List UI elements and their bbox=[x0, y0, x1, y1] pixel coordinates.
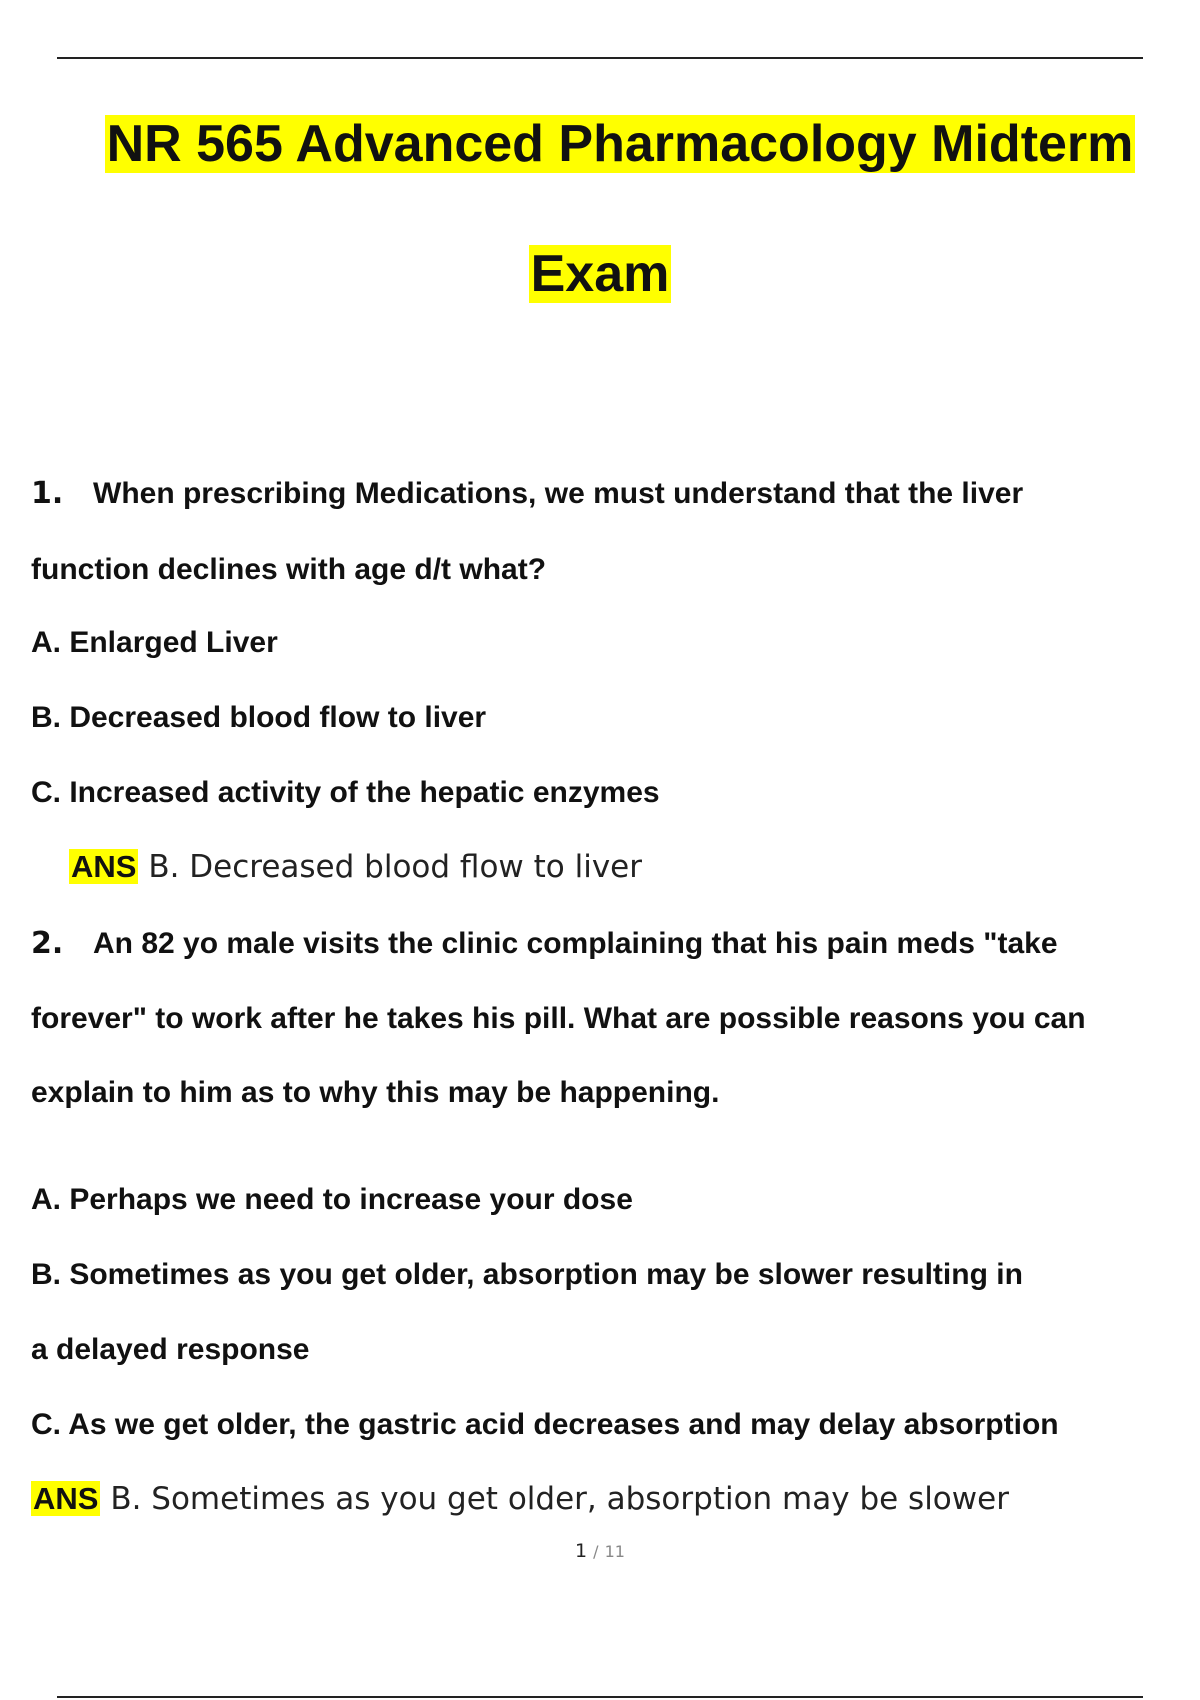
document-title-line-2 bbox=[0, 244, 1200, 304]
question-2-answer bbox=[31, 1481, 1009, 1517]
question-1-answer bbox=[69, 849, 642, 885]
top-divider bbox=[57, 57, 1143, 59]
question-2-option-b: B. Sometimes as you get older, absorption may be slower resulting in bbox=[31, 1258, 1023, 1291]
question-1-line-2: function declines with age d/t what? bbox=[31, 553, 547, 586]
answer-text: B. Decreased blood flow to liver bbox=[148, 849, 642, 885]
bottom-divider bbox=[57, 1696, 1143, 1698]
question-2-option-b-cont: a delayed response bbox=[31, 1333, 310, 1366]
question-1-option-c: C. Increased activity of the hepatic enzymes bbox=[31, 776, 660, 809]
answer-tag: ANS bbox=[33, 1481, 99, 1516]
document-title-line-1 bbox=[60, 114, 1180, 174]
page-indicator bbox=[0, 1540, 1200, 1562]
current-page: 1 bbox=[575, 1540, 588, 1562]
total-pages: 11 bbox=[604, 1542, 625, 1561]
question-2-line-3: explain to him as to why this may be happening. bbox=[31, 1076, 720, 1109]
question-text: When prescribing Medications, we must understand that the liver bbox=[93, 477, 1024, 510]
question-1-option-b: B. Decreased blood flow to liver bbox=[31, 701, 487, 734]
question-2-line-2: forever" to work after he takes his pill. What are possible reasons you can bbox=[31, 1002, 1086, 1035]
question-2-line-1 bbox=[31, 926, 1058, 962]
question-number: 1. bbox=[31, 476, 64, 511]
question-number: 2. bbox=[31, 926, 64, 961]
question-2-option-c: C. As we get older, the gastric acid decreases and may delay absorption bbox=[31, 1408, 1059, 1441]
title-highlight: NR 565 Advanced Pharmacology Midterm bbox=[106, 115, 1134, 173]
question-1-line-1 bbox=[31, 476, 1023, 512]
question-text: An 82 yo male visits the clinic complaining that his pain meds "take bbox=[93, 927, 1058, 960]
page-separator: / bbox=[593, 1542, 599, 1561]
answer-tag: ANS bbox=[71, 849, 137, 884]
title-highlight: Exam bbox=[530, 245, 670, 303]
answer-text: B. Sometimes as you get older, absorption may be slower bbox=[110, 1481, 1009, 1517]
question-1-option-a: A. Enlarged Liver bbox=[31, 626, 278, 659]
question-2-option-a: A. Perhaps we need to increase your dose bbox=[31, 1183, 633, 1216]
